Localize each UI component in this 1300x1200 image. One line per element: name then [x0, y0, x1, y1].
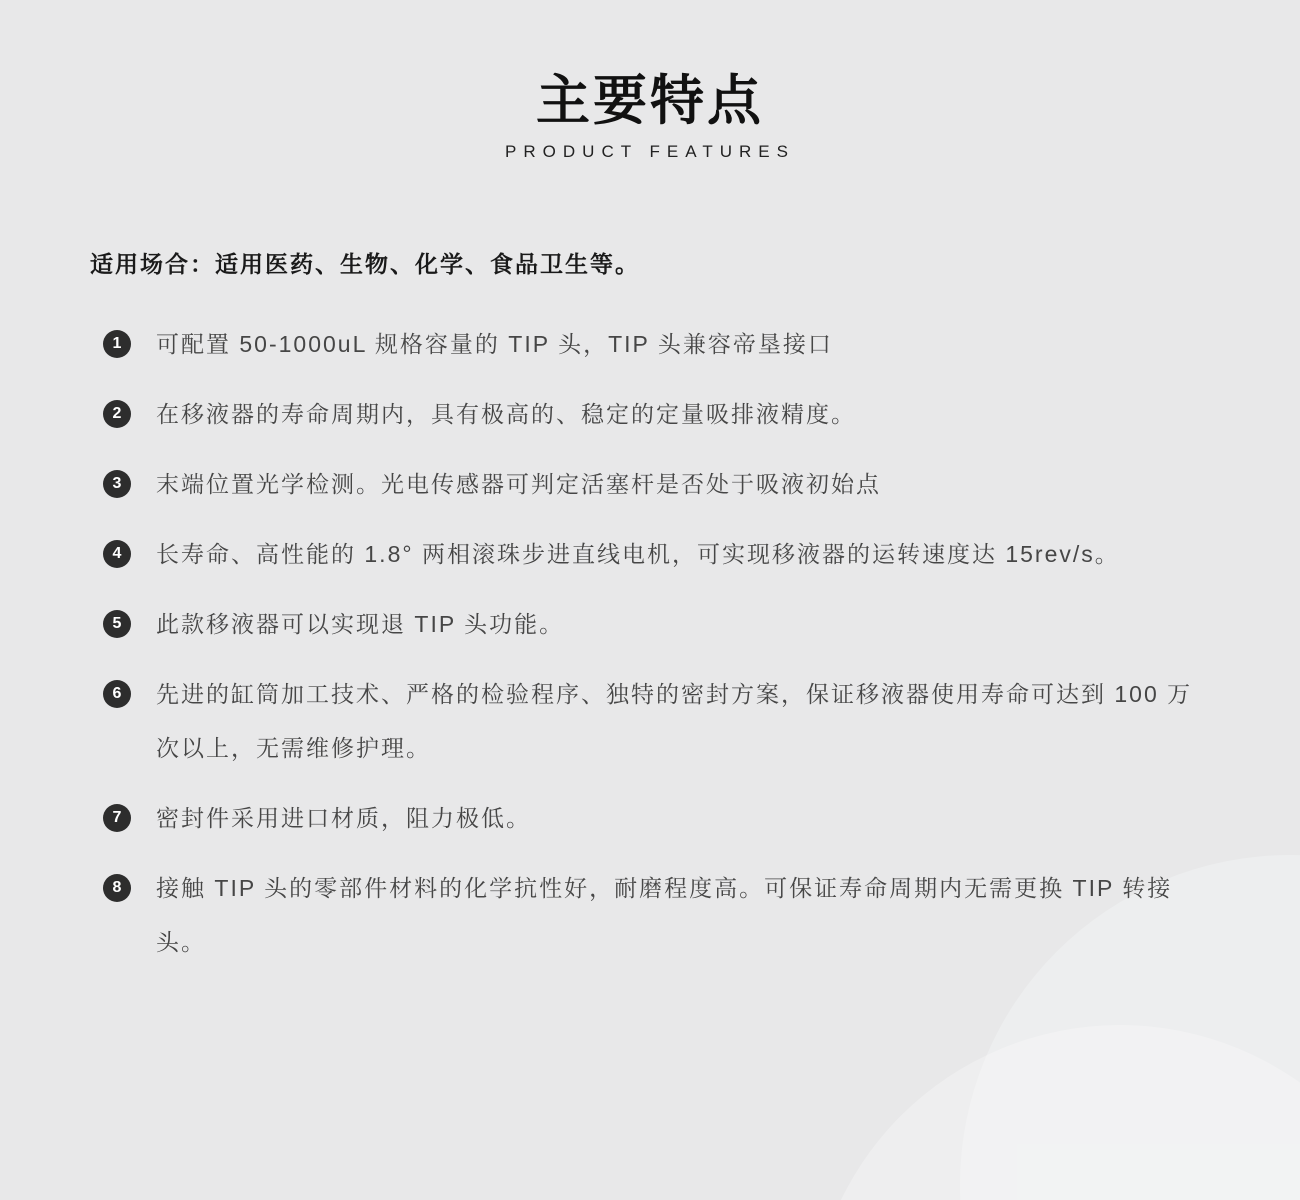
feature-number-badge: 1 [103, 330, 131, 358]
applicable-scenarios-line: 适用场合：适用医药、生物、化学、食品卫生等。 [90, 251, 640, 277]
page-title: 主要特点 [536, 71, 764, 131]
feature-item [90, 597, 1210, 651]
feature-item [90, 791, 1210, 845]
section-header [0, 0, 1300, 162]
feature-text: 长寿命、高性能的 1.8° 两相滚珠步进直线电机，可实现移液器的运转速度达 15rev/s。 [156, 541, 1120, 567]
feature-text: 先进的缸筒加工技术、严格的检验程序、独特的密封方案，保证移液器使用寿命可达到 100 万次以上，无需维修护理。 [156, 681, 1193, 761]
feature-number-badge: 4 [103, 540, 131, 568]
feature-item [90, 667, 1210, 775]
feature-number-badge: 2 [103, 400, 131, 428]
feature-number-badge: 5 [103, 610, 131, 638]
feature-list [90, 317, 1210, 969]
page-subtitle: PRODUCT FEATURES [505, 142, 795, 161]
feature-text: 此款移液器可以实现退 TIP 头功能。 [156, 611, 565, 637]
feature-text: 接触 TIP 头的零部件材料的化学抗性好，耐磨程度高。可保证寿命周期内无需更换 TIP 转接头。 [156, 875, 1173, 955]
feature-item [90, 317, 1210, 371]
decorative-circle-small [810, 1025, 1300, 1200]
feature-text: 末端位置光学检测。光电传感器可判定活塞杆是否处于吸液初始点 [156, 471, 881, 497]
feature-text: 在移液器的寿命周期内，具有极高的、稳定的定量吸排液精度。 [156, 401, 856, 427]
feature-text: 可配置 50-1000uL 规格容量的 TIP 头，TIP 头兼容帝垦接口 [156, 331, 833, 357]
feature-number-badge: 7 [103, 804, 131, 832]
feature-item [90, 527, 1210, 581]
feature-item [90, 457, 1210, 511]
feature-text: 密封件采用进口材质，阻力极低。 [156, 805, 531, 831]
feature-number-badge: 8 [103, 874, 131, 902]
feature-number-badge: 3 [103, 470, 131, 498]
feature-item [90, 387, 1210, 441]
feature-number-badge: 6 [103, 680, 131, 708]
feature-item [90, 861, 1210, 969]
